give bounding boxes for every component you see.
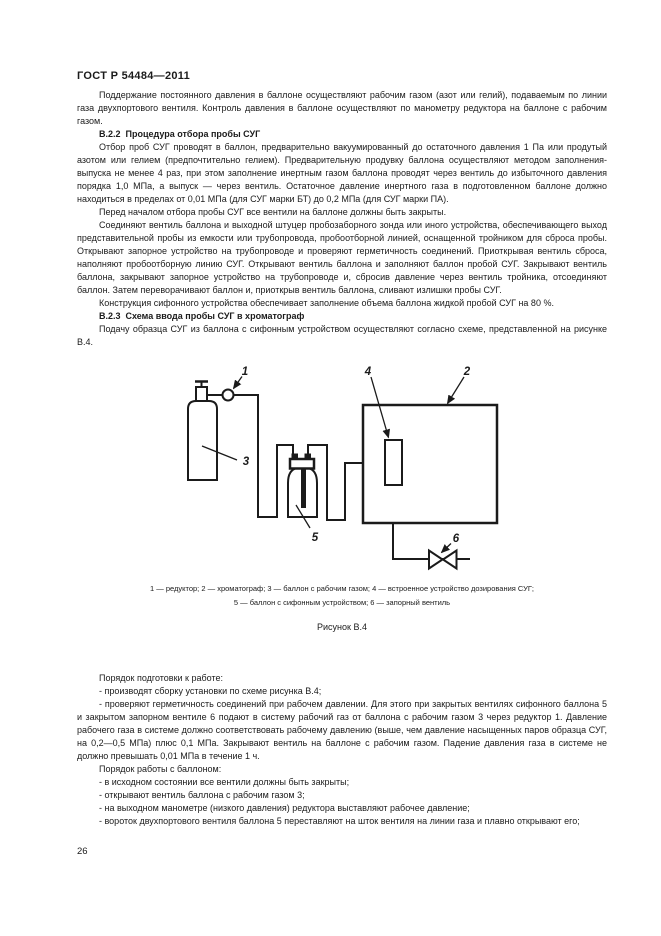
siphon-tube bbox=[301, 468, 306, 508]
dosing-device bbox=[385, 440, 402, 485]
figure-legend-line1: 1 — редуктор; 2 — хроматограф; 3 — баллон с рабочим газом; 4 — встроенное устройство дозирования СУГ; bbox=[149, 584, 535, 593]
bottle-cap bbox=[290, 459, 314, 469]
figure-b4 bbox=[77, 355, 607, 634]
page-content bbox=[77, 89, 607, 828]
paragraph: Порядок подготовки к работе: bbox=[99, 673, 223, 683]
list-item: - открывают вентиль баллона с рабочим газом 3; bbox=[99, 790, 305, 800]
paragraph: Перед началом отбора пробы СУГ все вентили на баллоне должны быть закрыты. bbox=[99, 207, 447, 217]
callout-4: 4 bbox=[364, 366, 372, 378]
cylinder-valve bbox=[196, 387, 207, 401]
bottle-port-right bbox=[305, 454, 312, 460]
chromatograph-box bbox=[363, 405, 497, 523]
document-title: ГОСТ Р 54484—2011 bbox=[77, 70, 191, 82]
leader-1 bbox=[234, 377, 243, 389]
callout-6: 6 bbox=[452, 533, 460, 545]
callout-3: 3 bbox=[242, 456, 250, 468]
paragraph: Конструкция сифонного устройства обеспечивает заполнение объема баллона жидкой пробой СУГ на 80 %. bbox=[99, 298, 554, 308]
pipe-cylinder-to-bottle bbox=[207, 395, 293, 517]
pressure-regulator bbox=[223, 390, 234, 401]
paragraph: Отбор проб СУГ проводят в баллон, предварительно вакуумированный до остаточного давления 1 Па или продутый азотом или гелием (предпочтительно гелием). Предварительную продувку баллона осуществляют методом заполнения-выпуска не менее 4 раз, при этом заполнение инертным газом баллона проводят через вентиль до избыточного давления порядка 1,0 МПа, а выпуск — через вентиль. Остаточное давление инертного газа в подготовленном баллоне должно находиться в пределах от 0,01 МПа (для СУГ марки БТ) до 0,2 МПа (для СУГ марки ПА). bbox=[77, 142, 607, 204]
bottle-port-left bbox=[292, 454, 299, 460]
list-item: - вороток двухпортового вентиля баллона 5 переставляют на шток вентиля на линии газа и плавно открывают его; bbox=[99, 816, 580, 826]
leader-2 bbox=[448, 377, 465, 404]
list-item: - на выходном манометре (низкого давления) редуктора выставляют рабочее давление; bbox=[99, 803, 470, 813]
paragraph: Поддержание постоянного давления в баллоне осуществляют рабочим газом (азот или гелий), подаваемым по линии газа двухпортового вентиля. Контроль давления в баллоне осуществляют по манометру редуктора на баллоне с рабочим газом. bbox=[77, 90, 607, 126]
list-item: - в исходном состоянии все вентили должны быть закрыты; bbox=[99, 777, 350, 787]
paragraph: Соединяют вентиль баллона и выходной штуцер пробозаборного зонда или иного устройства, обеспечивающего выход представительной пробы из емкости или трубопровода, пробоотборной линией, оснащенной тройником для сброса пробы. Открывают запорное устройство на трубопроводе и проверяют герметичность соединений. Приоткрывая вентиль сброса, наполняют пробоотборную линию СУГ. Открывают вентиль баллона и заполняют баллон пробой СУГ. Закрывают вентиль баллона, закрывают запорное устройство на трубопроводе и, сбросив давление через вентиль тройника, отсоединяют баллон. Затем переворачивают баллон и, приоткрыв вентиль баллона, сливают излишки пробы СУГ. bbox=[77, 220, 607, 295]
callout-1: 1 bbox=[241, 366, 249, 378]
page-number: 26 bbox=[77, 846, 88, 857]
shutoff-valve-left bbox=[429, 551, 443, 569]
figure-legend-line2: 5 — баллон с сифонным устройством; 6 — запорный вентиль bbox=[233, 598, 451, 607]
section-heading-b23: В.2.3 Схема ввода пробы СУГ в хроматограф bbox=[99, 311, 305, 321]
list-item: - производят сборку установки по схеме рисунка В.4; bbox=[99, 686, 322, 696]
paragraph: Подачу образца СУГ из баллона с сифонным устройством осуществляют согласно схеме, представленной на рисунке В.4. bbox=[77, 324, 607, 347]
callout-5: 5 bbox=[311, 532, 319, 544]
figure-label: Рисунок В.4 bbox=[317, 622, 367, 632]
gas-cylinder bbox=[188, 401, 217, 480]
callout-2: 2 bbox=[463, 366, 471, 378]
leader-6 bbox=[442, 544, 452, 553]
section-heading-b22: В.2.2 Процедура отбора пробы СУГ bbox=[99, 129, 261, 139]
paragraph: Порядок работы с баллоном: bbox=[99, 764, 222, 774]
shutoff-valve-right bbox=[443, 551, 457, 569]
schematic-diagram bbox=[170, 355, 520, 580]
list-item: - проверяют герметичность соединений при рабочем давлении. Для этого при закрытых вентилях сифонного баллона 5 и закрытом запорном вентиле 6 подают в систему рабочий газ от баллона с рабочим газом 3 через редуктор 1. Давление рабочего газа в системе должно соответствовать рабочему давлению (выше, чем давление насыщенных паров образца СУГ, на 0,2—0,5 МПа) плюс 0,1 МПа. Закрывают вентиль на баллоне с рабочим газом. Падение давления газа в системе не должно превышать 0,01 МПа в течение 1 ч. bbox=[77, 699, 607, 761]
